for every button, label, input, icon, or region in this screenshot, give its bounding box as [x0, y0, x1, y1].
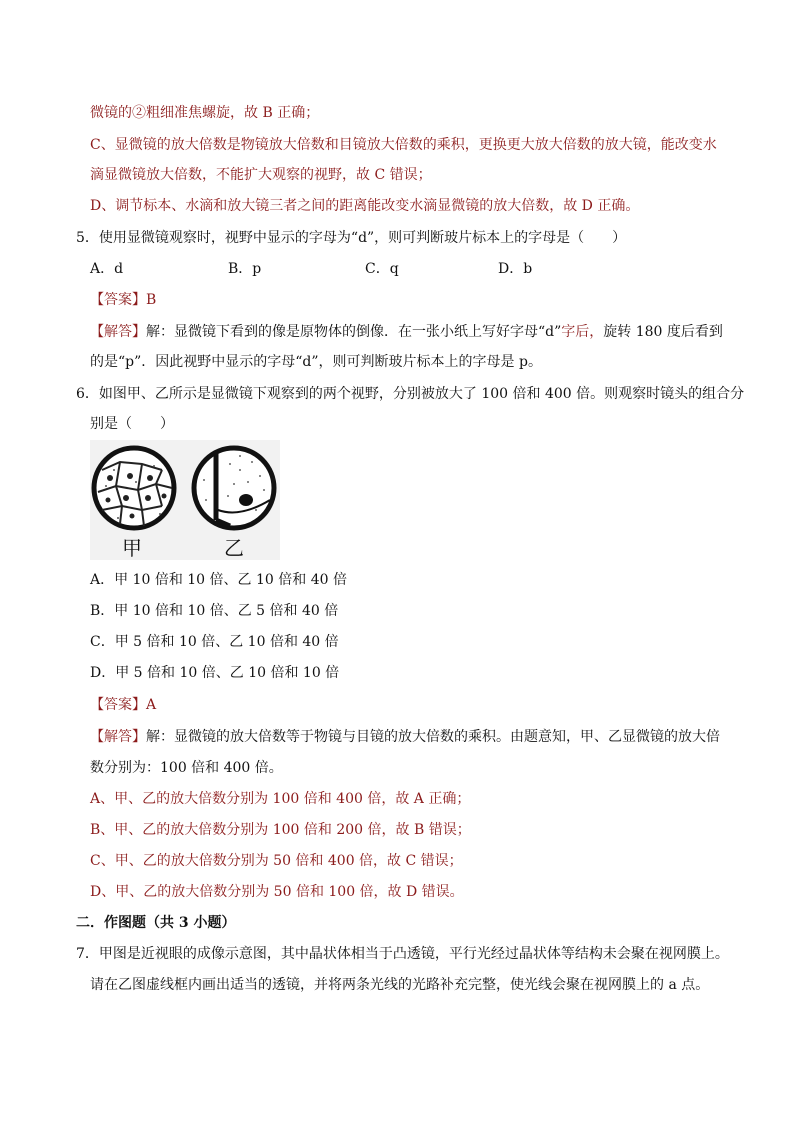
- prev-answer-line-d: D、调节标本、水滴和放大镜三者之间的距离能改变水滴显微镜的放大倍数，故 D 正确。: [90, 198, 640, 214]
- q6-explain-d: D、甲、乙的放大倍数分别为 50 倍和 100 倍，故 D 错误。: [90, 884, 464, 900]
- q6-option-a: A．甲 10 倍和 10 倍、乙 10 倍和 40 倍: [90, 572, 347, 588]
- field-jia: [94, 448, 174, 528]
- q6-stem-line1: 6．如图甲、乙所示是显微镜下观察到的两个视野，分别被放大了 100 倍和 400 倍。则观察时镜头的组合分: [76, 386, 745, 402]
- analysis-text-end: 旋转 180 度后看到: [603, 324, 723, 340]
- answer-tag: 【答案】: [90, 697, 146, 713]
- q6-option-c: C．甲 5 倍和 10 倍、乙 10 倍和 40 倍: [90, 634, 339, 650]
- analysis-text-red: 字后，: [561, 324, 604, 340]
- q6-stem-line2: 别是（ ）: [90, 416, 174, 432]
- q7-stem-line2: 请在乙图虚线框内画出适当的透镜，并将两条光线的光路补充完整，使光线会聚在视网膜上的 a 点。: [90, 977, 710, 993]
- q5-option-d: D．b: [498, 261, 533, 277]
- prev-answer-line-b: 微镜的②粗细准焦螺旋，故 B 正确；: [90, 105, 320, 121]
- prev-answer-line-c1: C、显微镜的放大倍数是物镜放大倍数和目镜放大倍数的乘积，更换更大放大倍数的放大镜，能改变水: [90, 137, 717, 153]
- analysis-text: 解：显微镜的放大倍数等于物镜与目镜的放大倍数的乘积。由题意知，甲、乙显微镜的放大倍: [146, 729, 720, 745]
- figure-label-yi: 乙: [224, 536, 244, 560]
- q5-stem: 5．使用显微镜观察时，视野中显示的字母为“d”，则可判断玻片标本上的字母是（ ）: [76, 230, 627, 246]
- analysis-tag: 【解答】: [90, 324, 146, 340]
- q5-analysis-line2: 的是“p”．因此视野中显示的字母“d”，则可判断玻片标本上的字母是 p。: [90, 354, 542, 370]
- q5-option-b: B．p: [228, 261, 262, 277]
- q5-analysis-line1: [90, 322, 723, 342]
- field-yi: [194, 448, 274, 528]
- prev-answer-line-c2: 滴显微镜放大倍数，不能扩大观察的视野，故 C 错误；: [90, 167, 432, 183]
- q6-analysis-line1: [90, 727, 720, 747]
- q6-explain-b: B、甲、乙的放大倍数分别为 100 倍和 200 倍，故 B 错误；: [90, 822, 471, 838]
- q6-explain-c: C、甲、乙的放大倍数分别为 50 倍和 400 倍，故 C 错误；: [90, 853, 463, 869]
- analysis-text: 解：显微镜下看到的像是原物体的倒像．在一张小纸上写好字母“d”: [146, 324, 562, 340]
- q5-answer: [90, 290, 156, 310]
- answer-value: A: [146, 697, 157, 713]
- q6-answer: [90, 695, 156, 715]
- q6-explain-a: A、甲、乙的放大倍数分别为 100 倍和 400 倍，故 A 正确；: [90, 791, 471, 807]
- q5-option-a: A．d: [90, 261, 124, 277]
- analysis-tag: 【解答】: [90, 729, 146, 745]
- q6-option-d: D．甲 5 倍和 10 倍、乙 10 倍和 10 倍: [90, 665, 340, 681]
- q6-figure: [90, 440, 280, 560]
- answer-tag: 【答案】: [90, 292, 146, 308]
- microscope-fields-image: [90, 440, 280, 560]
- answer-value: B: [146, 292, 157, 308]
- q5-option-c: C．q: [365, 261, 399, 277]
- q7-stem-line1: 7．甲图是近视眼的成像示意图，其中晶状体相当于凸透镜，平行光经过晶状体等结构未会聚在视网膜上。: [76, 946, 729, 962]
- q6-analysis-line2: 数分别为：100 倍和 400 倍。: [90, 760, 283, 776]
- q6-option-b: B．甲 10 倍和 10 倍、乙 5 倍和 40 倍: [90, 603, 339, 619]
- section-title: 二．作图题（共 3 小题）: [76, 915, 236, 931]
- figure-label-jia: 甲: [122, 536, 142, 560]
